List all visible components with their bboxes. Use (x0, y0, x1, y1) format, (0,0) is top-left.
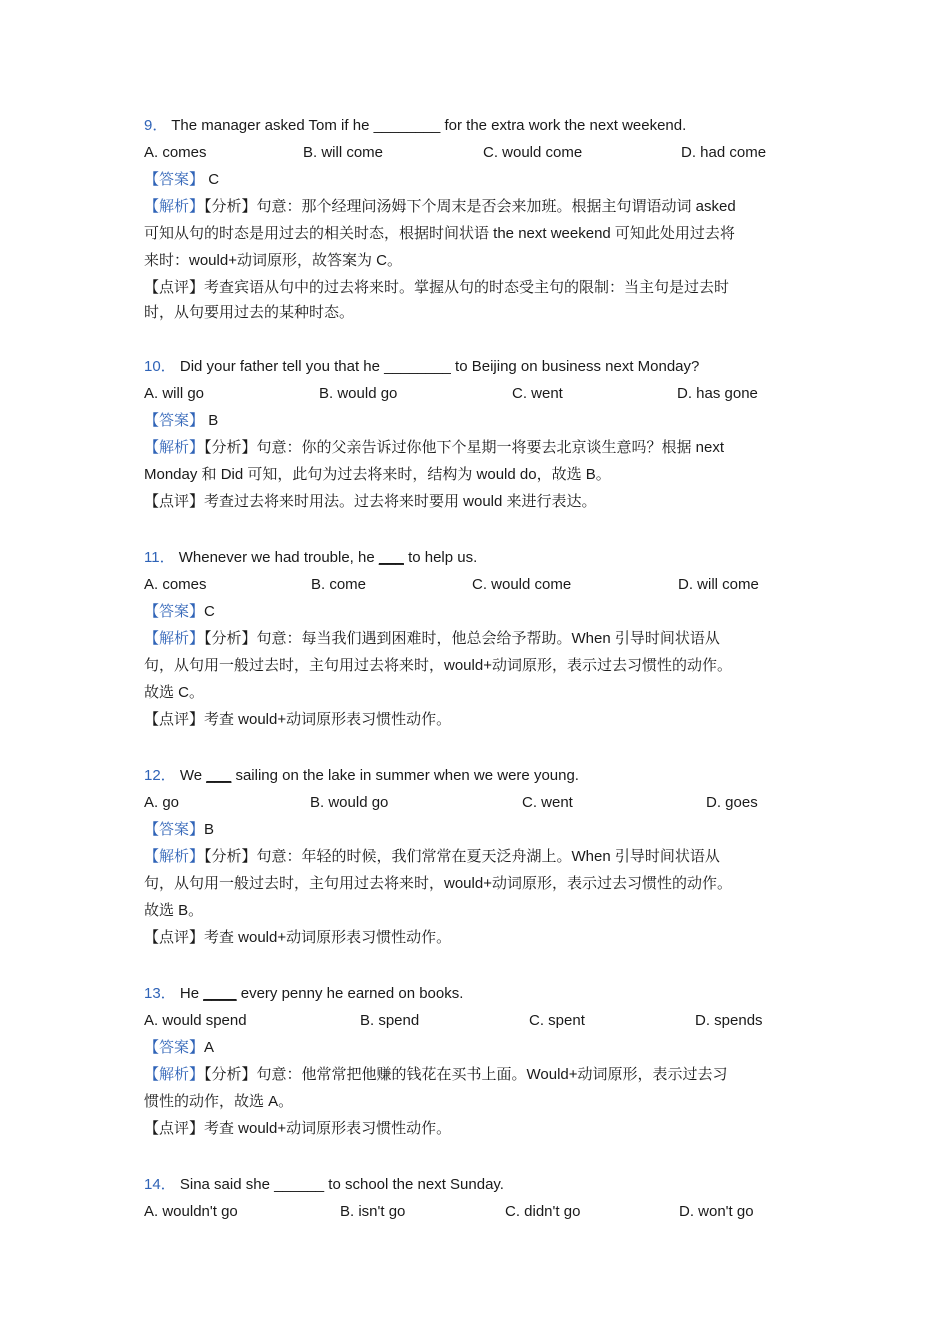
analysis-text: 【分析】句意：年轻的时候，我们常常在夏天泛舟湖上。When 引导时间状语从 (204, 848, 720, 865)
question-10-answer (144, 407, 218, 434)
question-10-analysis-line-1 (144, 434, 724, 461)
option-b: B. would go (319, 385, 398, 402)
question-13-answer (144, 1034, 214, 1061)
question-text: He (179, 985, 204, 1002)
option-c: C. would come (472, 576, 572, 593)
question-13-analysis-line-1 (144, 1061, 728, 1088)
option-c: C. would come (483, 144, 583, 161)
option-a: A. would spend (144, 1012, 247, 1029)
question-number: 11． (144, 549, 175, 566)
option-c: C. didn't go (505, 1203, 581, 1220)
question-9-options (144, 139, 824, 166)
question-11-answer (144, 598, 215, 625)
question-14-options (144, 1198, 824, 1225)
option-a: A. will go (144, 385, 205, 402)
answer-tag: 【答案】 (144, 603, 205, 620)
question-11-analysis-line-1 (144, 625, 720, 652)
analysis-text: 可知从句的时态是用过去的相关时态，根据时间状语 the next weekend 可知此处用过去将 (144, 225, 735, 242)
question-13-stem (144, 980, 463, 1007)
analysis-text: 来时：would+动词原形，故答案为 C。 (144, 252, 402, 269)
analysis-tag: 【解析】 (144, 630, 205, 647)
question-number: 13． (144, 985, 176, 1002)
question-text: sailing on the lake in summer when we were young. (231, 767, 579, 784)
question-10-stem (144, 353, 699, 380)
comment-text: 时，从句要用过去的某种时态。 (144, 304, 355, 321)
question-14-stem (144, 1171, 504, 1198)
option-b: B. would go (310, 794, 389, 811)
question-11-stem (144, 544, 477, 571)
option-b: B. come (311, 576, 367, 593)
question-text: We (179, 767, 207, 784)
question-12-stem (144, 762, 579, 789)
question-10-options (144, 380, 824, 407)
option-a: A. comes (144, 576, 207, 593)
analysis-text: 【分析】句意：每当我们遇到困难时，他总会给予帮助。When 引导时间状语从 (204, 630, 720, 647)
analysis-tag: 【解析】 (144, 439, 205, 456)
question-text: Whenever we had trouble, he (178, 549, 379, 566)
analysis-text: 句，从句用一般过去时，主句用过去将来时，would+动词原形，表示过去习惯性的动作。 (144, 875, 732, 892)
option-d: D. won't go (679, 1203, 754, 1220)
option-c: C. spent (529, 1012, 585, 1029)
analysis-text: 故选 B。 (144, 902, 204, 919)
question-9-answer (144, 166, 219, 193)
analysis-text: 故选 C。 (144, 684, 205, 701)
analysis-tag: 【解析】 (144, 848, 205, 865)
question-text: Sina said she ______ to school the next Sunday. (179, 1176, 504, 1193)
comment-text: 【点评】考查 would+动词原形表习惯性动作。 (144, 1120, 452, 1137)
comment-text: 【点评】考查 would+动词原形表习惯性动作。 (144, 929, 452, 946)
option-c: C. went (512, 385, 563, 402)
option-b: B. spend (360, 1012, 420, 1029)
option-d: D. will come (678, 576, 759, 593)
question-number: 10． (144, 358, 176, 375)
analysis-text: 句，从句用一般过去时，主句用过去将来时，would+动词原形，表示过去习惯性的动作。 (144, 657, 732, 674)
analysis-text: 【分析】句意：那个经理问汤姆下个周末是否会来加班。根据主句谓语动词 asked (204, 198, 736, 215)
comment-text: 【点评】考查过去将来时用法。过去将来时要用 would 来进行表达。 (144, 493, 597, 510)
answer-blank: ___ (206, 767, 232, 784)
question-number: 14． (144, 1176, 176, 1193)
question-12-answer (144, 816, 214, 843)
question-13-options (144, 1007, 824, 1034)
option-c: C. went (522, 794, 573, 811)
question-12-options (144, 789, 824, 816)
analysis-text: 【分析】句意：你的父亲告诉过你他下个星期一将要去北京谈生意吗？根据 next (204, 439, 725, 456)
question-9-stem (144, 112, 686, 139)
answer-value: A (204, 1039, 215, 1056)
question-text: to help us. (403, 549, 478, 566)
analysis-text: Monday 和 Did 可知，此句为过去将来时，结构为 would do，故选 B。 (144, 466, 611, 483)
option-d: D. goes (706, 794, 758, 811)
analysis-tag: 【解析】 (144, 1066, 205, 1083)
question-11-options (144, 571, 824, 598)
answer-tag: 【答案】 (144, 171, 205, 188)
option-a: A. wouldn't go (144, 1203, 238, 1220)
question-number: 9． (144, 117, 168, 134)
answer-value: B (208, 412, 219, 429)
analysis-text: 惯性的动作，故选 A。 (144, 1093, 294, 1110)
option-d: D. spends (695, 1012, 763, 1029)
answer-blank: ____ (203, 985, 237, 1002)
option-b: B. will come (303, 144, 384, 161)
question-number: 12． (144, 767, 176, 784)
option-b: B. isn't go (340, 1203, 406, 1220)
question-text: The manager asked Tom if he ________ for the extra work the next weekend. (171, 117, 687, 134)
answer-tag: 【答案】 (144, 821, 205, 838)
option-d: D. has gone (677, 385, 758, 402)
comment-text: 【点评】考查 would+动词原形表习惯性动作。 (144, 711, 452, 728)
analysis-text: 【分析】句意：他常常把他赚的钱花在买书上面。Would+动词原形，表示过去习 (204, 1066, 728, 1083)
answer-value: C (204, 603, 215, 620)
answer-tag: 【答案】 (144, 412, 205, 429)
option-a: A. comes (144, 144, 207, 161)
comment-text: 【点评】考查宾语从句中的过去将来时。掌握从句的时态受主句的限制：当主句是过去时 (144, 279, 730, 296)
option-d: D. had come (681, 144, 767, 161)
answer-blank: ___ (378, 549, 404, 566)
answer-tag: 【答案】 (144, 1039, 205, 1056)
question-12-analysis-line-1 (144, 843, 720, 870)
question-text: every penny he earned on books. (236, 985, 464, 1002)
option-a: A. go (144, 794, 180, 811)
question-9-analysis-line-1 (144, 193, 736, 220)
answer-value: B (204, 821, 215, 838)
answer-value: C (208, 171, 220, 188)
analysis-tag: 【解析】 (144, 198, 205, 215)
question-text: Did your father tell you that he ________ to Beijing on business next Monday? (179, 358, 700, 375)
